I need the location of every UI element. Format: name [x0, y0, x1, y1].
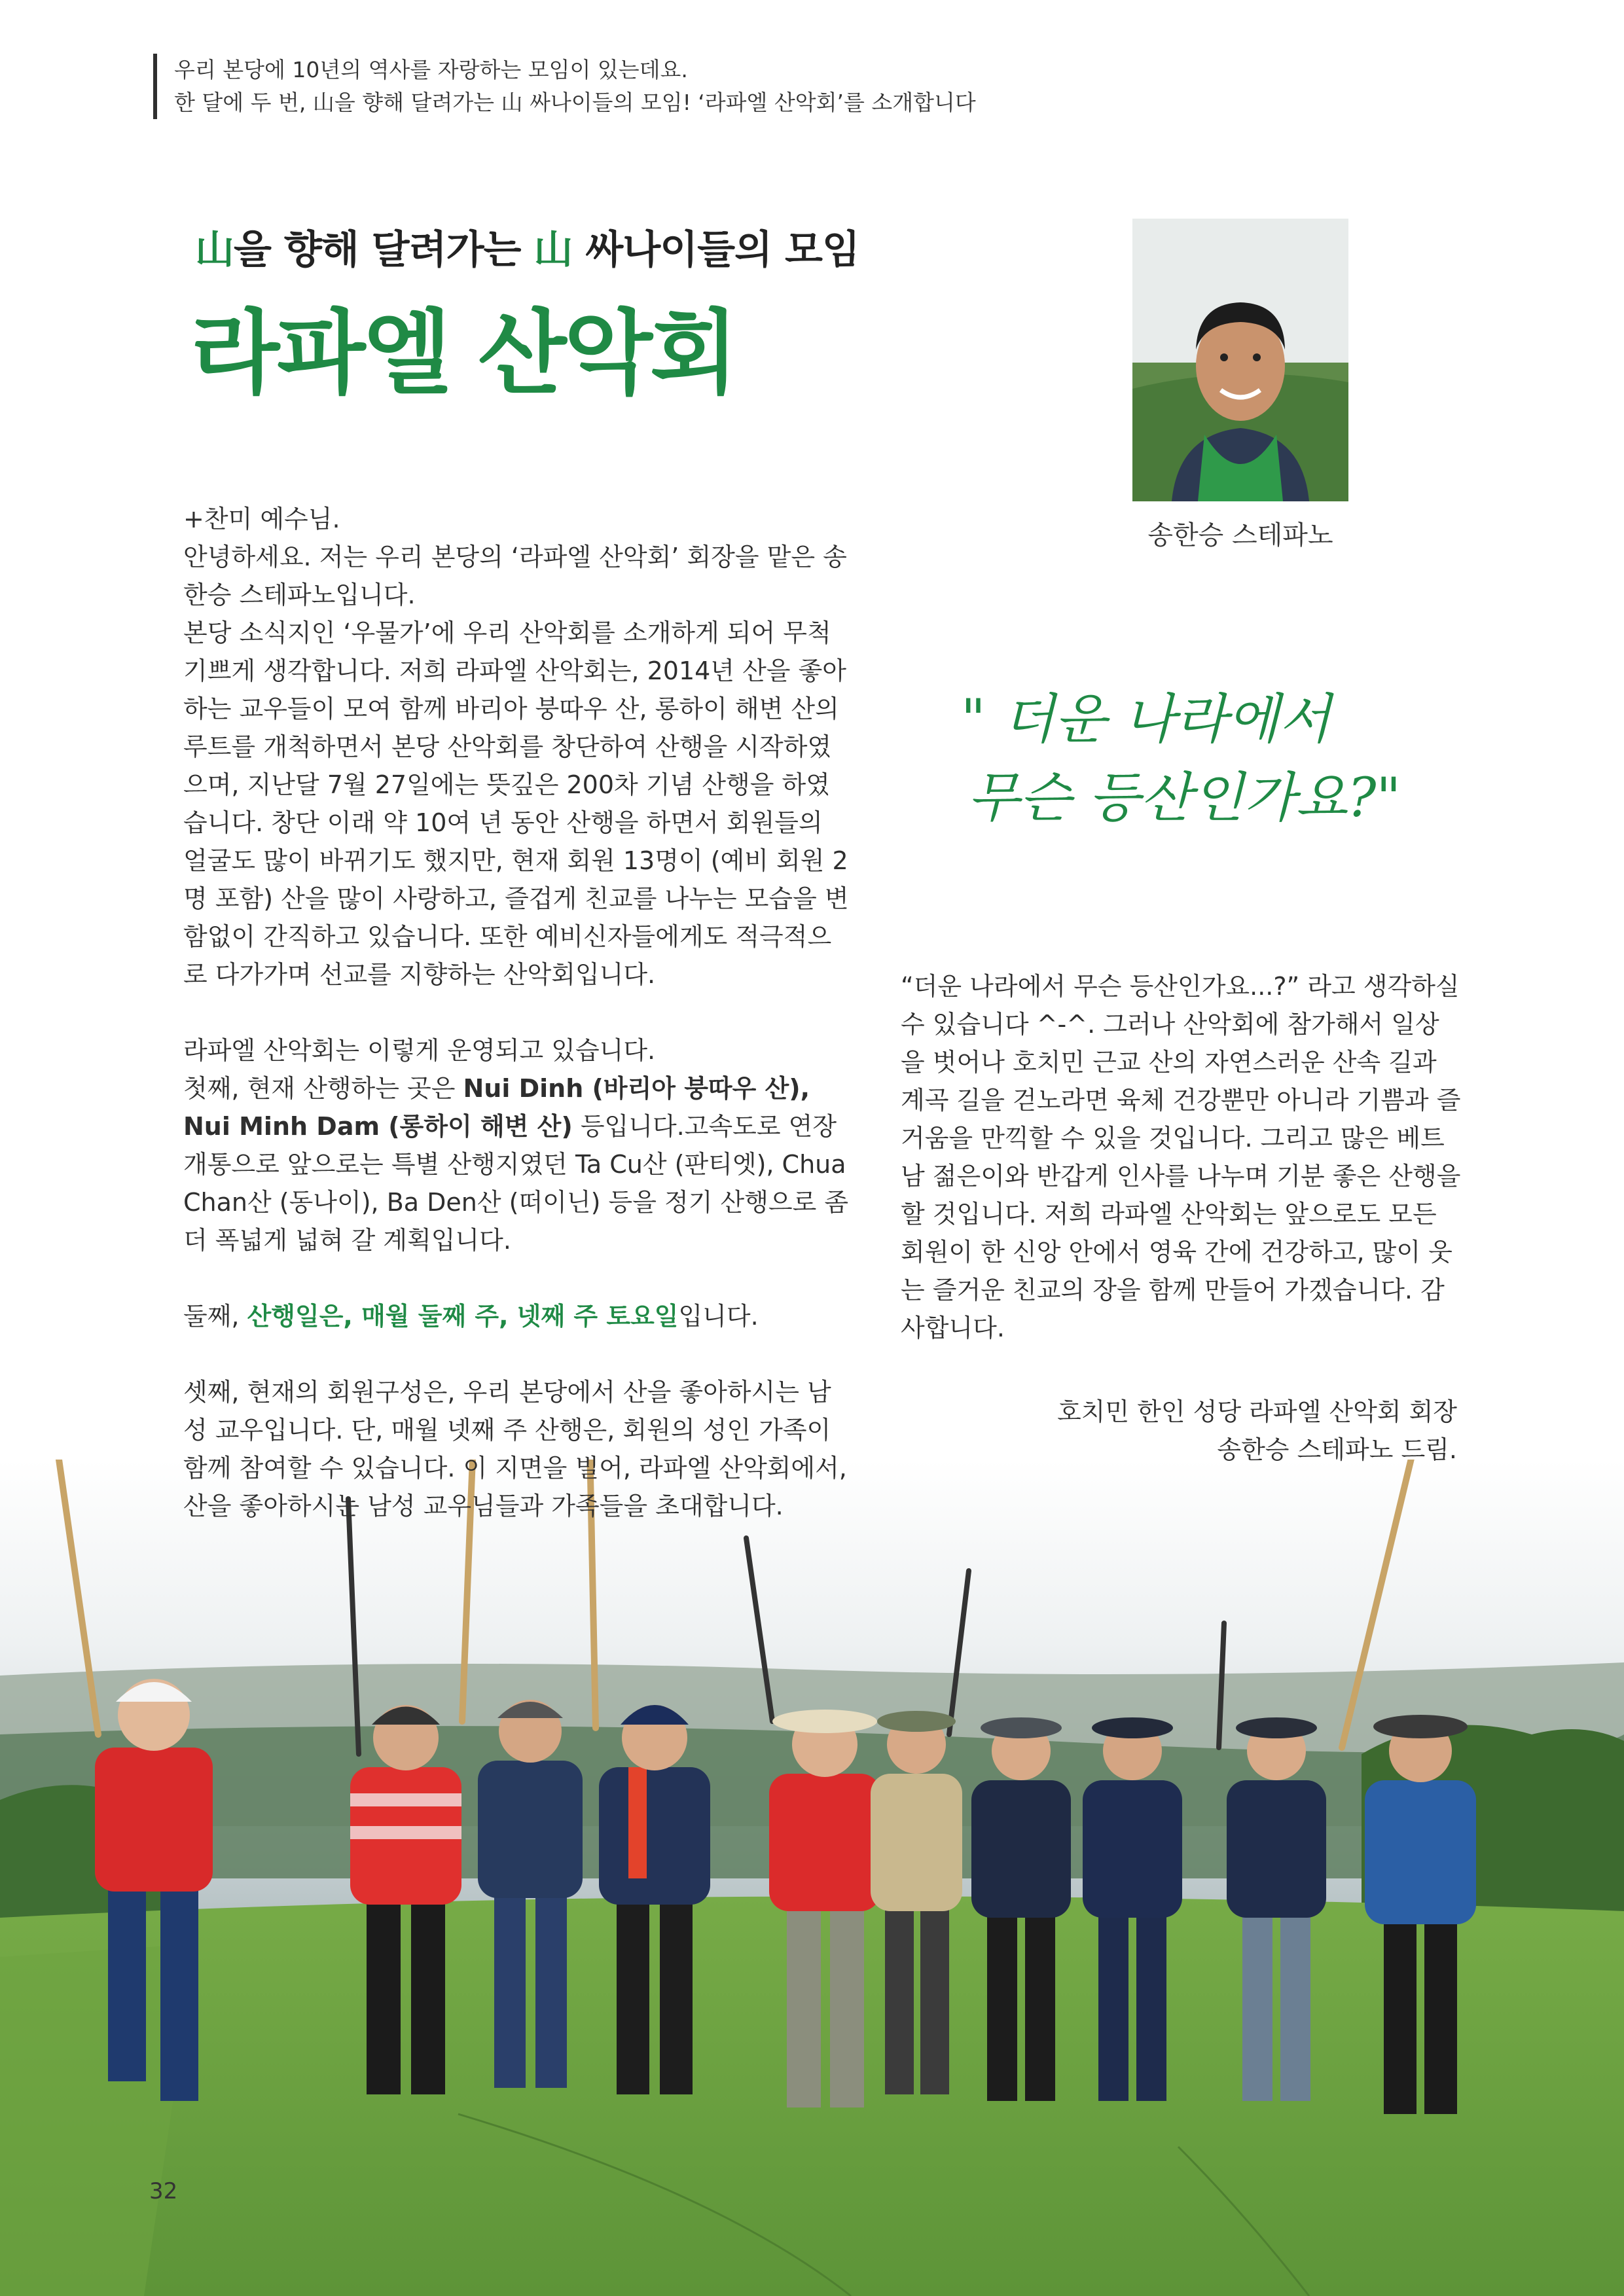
- text-run: 둘째,: [183, 1302, 247, 1331]
- body-paragraph-third: 셋째, 현재의 회원구성은, 우리 본당에서 산을 좋아하시는 남성 교우입니다. 단, 매월 넷째 주 산행은, 회원의 성인 가족이 함께 참여할 수 있습니다. 이 지면을 빌어, 라파엘 산악회에서, 산을 좋아하시는 남성 교우님들과 가족들을 초대합니다.: [183, 1378, 847, 1520]
- quote-line-1: " 더운 나라에서: [961, 689, 1331, 751]
- portrait-caption: 송한승 스테파노: [1147, 520, 1333, 550]
- text-run: 입니다.: [678, 1302, 759, 1331]
- quote-line-2: 무슨 등산인가요?": [967, 767, 1401, 829]
- body-paragraph: 본당 소식지인 ‘우물가’에 우리 산악회를 소개하게 되어 무척 기쁘게 생각합니다. 저희 라파엘 산악회는, 2014년 산을 좋아하는 교우들이 모여 함께 바리아 붕따우 산, 롱하이 해변 산의 루트를 개척하면서 본당 산악회를 창단하여 산행을 시작하였으며, 지난달 7월 27일에는 뜻깊은 200차 기념 산행을 하였습니다. 창단 이래 약 10여 년 동안 산행을 하면서 회원들의 얼굴도 많이 바뀌기도 했지만, 현재 회원 13명이 (예비 회원 2명 포함) 산을 많이 사랑하고, 즐겁게 친교를 나누는 모습을 변함없이 간직하고 있습니다. 또한 예비신자들에게도 적극적으로 다가가며 선교를 지향하는 산악회입니다.: [183, 619, 849, 989]
- body-paragraph: “더운 나라에서 무슨 등산인가요...?” 라고 생각하실 수 있습니다 ^-^. 그러나 산악회에 참가해서 일상을 벗어나 호치민 근교 산의 자연스러운 산속 길과 계곡 길을 걷노라면 육체 건강뿐만 아니라 기쁨과 즐거움을 만끽할 수 있을 것입니다. 그리고 많은 베트남 젊은이와 반갑게 인사를 나누며 기분 좋은 산행을 할 것입니다. 저희 라파엘 산악회는 앞으로도 모든 회원이 한 신앙 안에서 영육 간에 건강하고, 많이 웃는 즐거운 친교의 장을 함께 만들어 가겠습니다. 감사합니다.: [901, 972, 1461, 1342]
- body-paragraph: 라파엘 산악회는 이렇게 운영되고 있습니다.: [183, 1036, 656, 1065]
- article-title: 라파엘 산악회: [191, 300, 736, 407]
- body-paragraph: 안녕하세요. 저는 우리 본당의 ‘라파엘 산악회’ 회장을 맡은 송한승 스테파노입니다.: [183, 543, 847, 609]
- body-paragraph-first: [183, 1069, 851, 1259]
- body-left-column: [183, 500, 851, 1525]
- subtitle-mountain-char-1: 山: [195, 227, 234, 273]
- author-portrait: [1132, 219, 1348, 501]
- intro-line-1: 우리 본당에 10년의 역사를 자랑하는 모임이 있는데요.: [174, 57, 688, 82]
- text-run: 첫째, 현재 산행하는 곳은: [183, 1074, 463, 1103]
- article-subtitle: [195, 219, 859, 275]
- signature-line-1: 호치민 한인 성당 라파엘 산악회 회장: [1056, 1397, 1457, 1426]
- intro-line-2: 한 달에 두 번, 山을 향해 달려가는 山 싸나이들의 모임! ‘라파엘 산악회’를 소개합니다: [174, 90, 976, 115]
- subtitle-mountain-char-2: 山: [533, 227, 573, 273]
- signature-block: [901, 1393, 1457, 1469]
- bold-location-names: Nui Dinh (바리아 붕따우 산), Nui Minh Dam (롱하이 해변 산): [183, 1074, 810, 1141]
- intro-block: [153, 54, 976, 119]
- subtitle-text-2: 싸나이들의 모임: [572, 227, 859, 273]
- body-right-column: [901, 967, 1461, 1347]
- handwritten-quote: [961, 681, 1401, 838]
- subtitle-text-1: 을 향해 달려가는: [234, 227, 534, 273]
- highlight-schedule: 산행일은, 매월 둘째 주, 넷째 주 토요일: [247, 1302, 679, 1331]
- group-hiking-photo: [0, 1460, 1624, 2296]
- greeting: +찬미 예수님.: [183, 505, 340, 533]
- body-paragraph-second: [183, 1297, 851, 1335]
- text-run: 등입니다.고속도로 연장 개통으로 앞으로는 특별 산행지였던 Ta Cu산 (판티엣), Chua Chan산 (동나이), Ba Den산 (떠이닌) 등을 정기 산행으로 좀 더 폭넓게 넓혀 갈 계획입니다.: [183, 1112, 849, 1255]
- signature-line-2: 송한승 스테파노 드림.: [1217, 1435, 1457, 1464]
- page-number: 32: [149, 2178, 178, 2204]
